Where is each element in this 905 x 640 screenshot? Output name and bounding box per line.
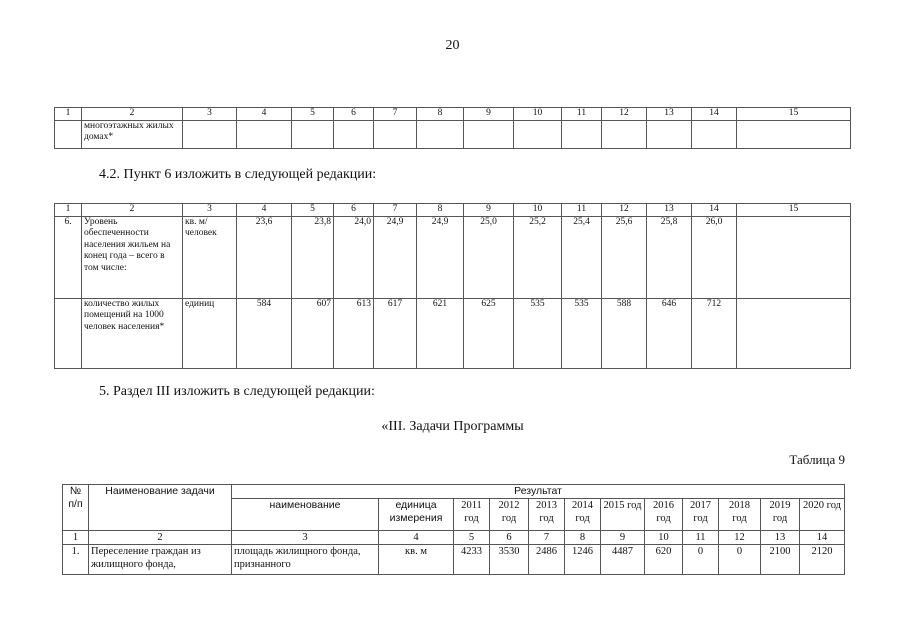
col-header-year: 2017 год (683, 499, 719, 531)
table-label: Таблица 9 (789, 452, 845, 467)
col-header: 12 (602, 108, 647, 121)
cell-value: 26,0 (692, 216, 737, 298)
cell-value: 23,8 (292, 216, 334, 298)
cell-value: 620 (645, 545, 683, 575)
table-continuation (54, 107, 851, 149)
table-row (55, 120, 851, 148)
table-header-row (55, 108, 851, 121)
cell-value: 25,6 (602, 216, 647, 298)
cell-value: 2100 (761, 545, 800, 575)
cell-value: 613 (334, 298, 374, 368)
col-number: 1 (63, 531, 89, 545)
cell-value: 1246 (565, 545, 601, 575)
col-header: 11 (562, 108, 602, 121)
col-number: 2 (89, 531, 232, 545)
col-header: 14 (692, 204, 737, 217)
cell-value: 584 (237, 298, 292, 368)
table-row (55, 216, 851, 298)
col-header-year: 2013 год (529, 499, 565, 531)
col-number: 13 (761, 531, 800, 545)
table-9 (62, 484, 845, 575)
table-row (55, 298, 851, 368)
col-number: 14 (800, 531, 845, 545)
col-header: 13 (647, 108, 692, 121)
row-unit: кв. м/ человек (183, 216, 237, 298)
col-header: 12 (602, 204, 647, 217)
table-row (63, 545, 845, 575)
cell-value: 625 (464, 298, 514, 368)
col-header: 6 (334, 204, 374, 217)
col-header-name: наименование (232, 499, 379, 531)
col-header: 2 (82, 108, 183, 121)
col-header: 7 (374, 204, 417, 217)
section-title: «III. Задачи Программы (381, 419, 524, 434)
cell-value: 2486 (529, 545, 565, 575)
row-name: площадь жилищного фонда, признанного (232, 545, 379, 575)
col-header: 8 (417, 204, 464, 217)
col-header: 8 (417, 108, 464, 121)
cell-value: 23,6 (237, 216, 292, 298)
cell-value: 25,8 (647, 216, 692, 298)
col-header: 4 (237, 204, 292, 217)
col-header: 1 (55, 204, 82, 217)
col-header: 5 (292, 204, 334, 217)
col-header: 9 (464, 204, 514, 217)
col-header: 6 (334, 108, 374, 121)
col-header-year: 2015 год (601, 499, 645, 531)
col-number: 8 (565, 531, 601, 545)
col-header-year: 2014 год (565, 499, 601, 531)
cell-value: 0 (719, 545, 761, 575)
col-header: 3 (183, 204, 237, 217)
row-unit: единиц (183, 298, 237, 368)
cell-value: 24,0 (334, 216, 374, 298)
col-header-year: 2011 год (454, 499, 490, 531)
col-header: 5 (292, 108, 334, 121)
col-header: 14 (692, 108, 737, 121)
cell-value: 617 (374, 298, 417, 368)
col-header: 10 (514, 204, 562, 217)
cell-value: 25,2 (514, 216, 562, 298)
table-header-row (63, 485, 845, 499)
row-unit: кв. м (379, 545, 454, 575)
col-header-year: 2019 год (761, 499, 800, 531)
col-number: 7 (529, 531, 565, 545)
cell-value: 4487 (601, 545, 645, 575)
paragraph-4-2: 4.2. Пункт 6 изложить в следующей редакции: (99, 167, 377, 182)
col-number: 11 (683, 531, 719, 545)
col-number: 4 (379, 531, 454, 545)
cell-value: 25,0 (464, 216, 514, 298)
cell-value: 0 (683, 545, 719, 575)
col-header: 7 (374, 108, 417, 121)
paragraph-5: 5. Раздел III изложить в следующей редакции: (99, 384, 375, 399)
col-header: 1 (55, 108, 82, 121)
col-header-unit: единица измерения (379, 499, 454, 531)
col-header: 15 (737, 204, 851, 217)
cell-value: 535 (562, 298, 602, 368)
cell-value: 24,9 (417, 216, 464, 298)
row-number: 6. (55, 216, 82, 298)
cell-value: 621 (417, 298, 464, 368)
col-header-result: Результат (232, 485, 845, 499)
table-header-row (55, 204, 851, 217)
cell-value: 607 (292, 298, 334, 368)
cell-value: 3530 (490, 545, 529, 575)
cell-value: 535 (514, 298, 562, 368)
cell-value: 4233 (454, 545, 490, 575)
row-task: Переселение граждан из жилищного фонда, (89, 545, 232, 575)
row-number: 1. (63, 545, 89, 575)
col-header: 13 (647, 204, 692, 217)
cell-value: 2120 (800, 545, 845, 575)
col-header-task: Наименование задачи (89, 485, 232, 531)
col-number: 5 (454, 531, 490, 545)
table-point-6 (54, 203, 851, 369)
row-name: Уровень обеспеченности населения жильем на конец года – всего в том числе: (82, 216, 183, 298)
col-header-number: № п/п (63, 485, 89, 531)
col-number: 3 (232, 531, 379, 545)
col-number: 6 (490, 531, 529, 545)
cell-value: 25,4 (562, 216, 602, 298)
col-header: 9 (464, 108, 514, 121)
row-name: количество жилых помещений на 1000 человек населения* (82, 298, 183, 368)
col-number: 10 (645, 531, 683, 545)
col-header: 11 (562, 204, 602, 217)
table-colnum-row (63, 531, 845, 545)
cell-value: 646 (647, 298, 692, 368)
col-header: 15 (737, 108, 851, 121)
col-header-year: 2020 год (800, 499, 845, 531)
col-number: 9 (601, 531, 645, 545)
col-header-year: 2018 год (719, 499, 761, 531)
page-number: 20 (445, 38, 460, 53)
col-header: 2 (82, 204, 183, 217)
col-number: 12 (719, 531, 761, 545)
cell-value: 24,9 (374, 216, 417, 298)
col-header-year: 2016 год (645, 499, 683, 531)
row-number (55, 298, 82, 368)
col-header: 4 (237, 108, 292, 121)
col-header: 10 (514, 108, 562, 121)
col-header: 3 (183, 108, 237, 121)
row-name: многоэтажных жилых домах* (82, 120, 183, 148)
cell-value: 588 (602, 298, 647, 368)
cell-value: 712 (692, 298, 737, 368)
col-header-year: 2012 год (490, 499, 529, 531)
